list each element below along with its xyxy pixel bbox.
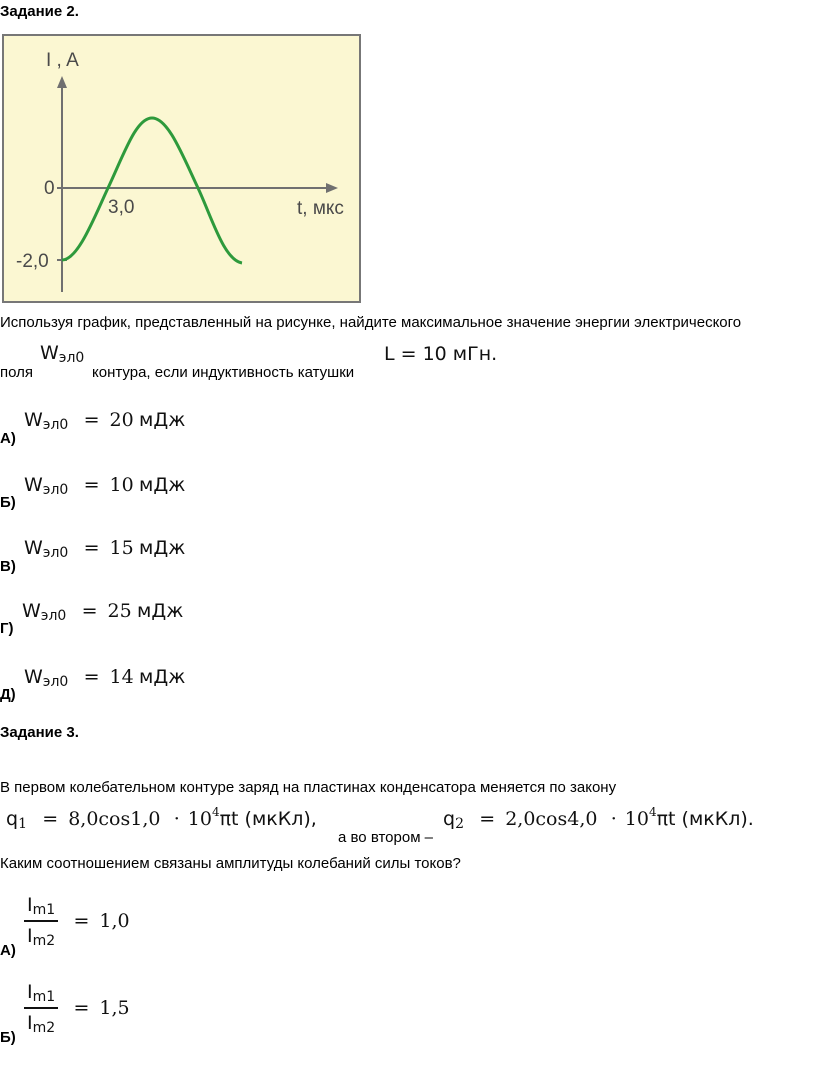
task2-formula-l: L = 10 мГн. xyxy=(384,343,498,365)
w-symbol: W xyxy=(40,342,59,364)
task2-option-b-letter: Б) xyxy=(0,494,16,511)
task3-option-a-letter: А) xyxy=(0,942,16,959)
task2-option-d-letter: Д) xyxy=(0,686,16,703)
task2-option-b-formula[interactable]: Wэл0 = 10 мДж xyxy=(24,474,186,498)
task2-question-line1: Используя график, представленный на рисунке, найдите максимальное значение энергии электрического xyxy=(0,314,742,331)
y-tick-label: -2,0 xyxy=(16,251,49,272)
task3-intro: В первом колебательном контуре заряд на пластинах конденсатора меняется по закону xyxy=(0,779,617,796)
task2-formula-w xyxy=(40,342,84,365)
graph-frame xyxy=(3,35,360,302)
task3-option-b-letter: Б) xyxy=(0,1029,16,1046)
task2-title: Задание 2. xyxy=(0,3,79,20)
y-axis-label: I , A xyxy=(46,50,79,71)
task3-option-b-formula[interactable]: $\frac{Im1}{Im2}$ = 1,5 xyxy=(24,981,130,1035)
task2-option-g-formula[interactable]: Wэл0 = 25 мДж xyxy=(22,600,184,624)
task3-formula-q1: $q1 = 8,0\cos 1,0 \cdot 10^4\pi t$ (мкКл), xyxy=(6,805,317,832)
task2-word-field: поля xyxy=(0,364,34,381)
x-axis-label: t, мкс xyxy=(297,198,344,219)
task2-option-d-formula[interactable]: Wэл0 = 14 мДж xyxy=(24,666,186,690)
graph-svg xyxy=(2,34,362,304)
task3-between-text: а во втором – xyxy=(338,829,434,846)
task2-option-a-letter: А) xyxy=(0,430,16,447)
zero-label: 0 xyxy=(44,178,55,199)
task2-option-a-formula[interactable]: Wэл0 = 20 мДж xyxy=(24,409,186,433)
task2-option-v-letter: В) xyxy=(0,558,16,575)
task2-option-v-formula[interactable]: Wэл0 = 15 мДж xyxy=(24,537,186,561)
task3-option-a-formula[interactable]: $\frac{Im1}{Im2}$ = 1,0 xyxy=(24,894,130,948)
current-time-graph xyxy=(2,34,362,309)
task2-word-circuit: контура, если индуктивность катушки xyxy=(92,364,355,381)
task3-question: Каким соотношением связаны амплитуды колебаний силы токов? xyxy=(0,855,461,872)
task2-option-g-letter: Г) xyxy=(0,620,14,637)
w-subscript: эл0 xyxy=(58,350,85,366)
task3-title: Задание 3. xyxy=(0,724,79,741)
task3-formula-q2: $q2 = 2,0\cos 4,0 \cdot 10^4\pi t$ (мкКл). xyxy=(443,805,754,832)
x-tick-label: 3,0 xyxy=(108,197,135,218)
